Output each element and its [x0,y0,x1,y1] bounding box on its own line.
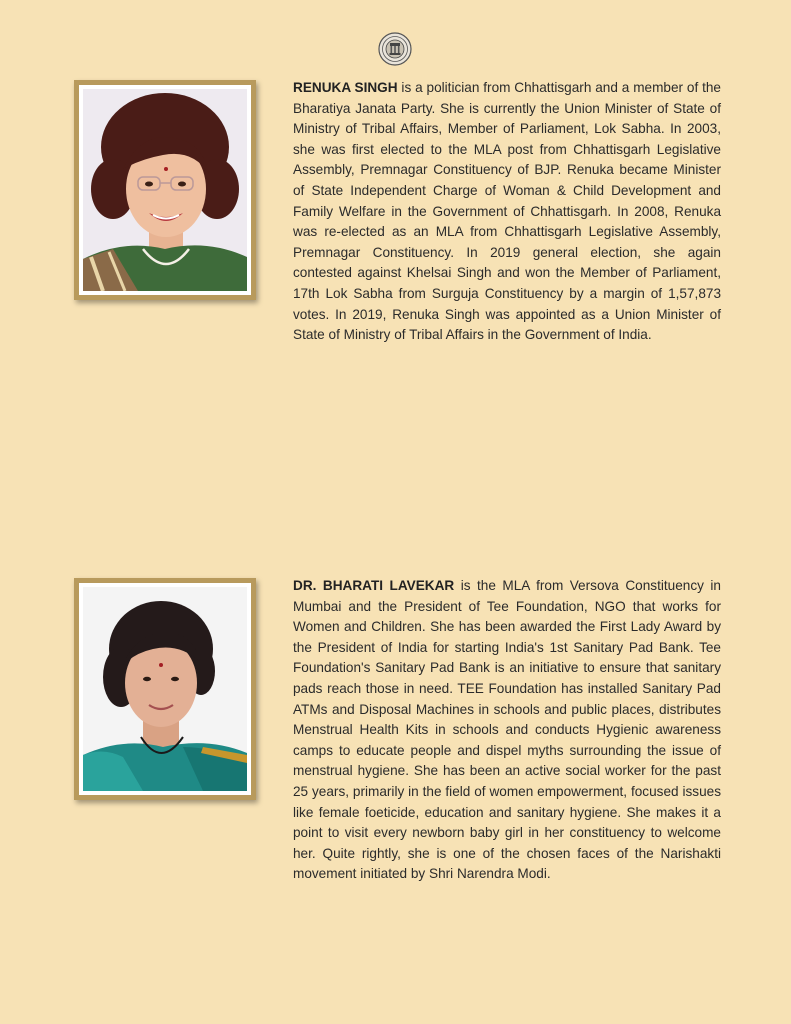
profile-description: is the MLA from Versova Constituency in Mumbai and the President of Tee Foundation, NGO that works for Women and Children. She has been awarded the First Lady Award by the President of India for starting India's 1st Sanitary Pad Bank. Tee Foundation's Sanitary Pad Bank is an initiative to ensure that sanitary pads reach those in need. TEE Foundation has installed Sanitary Pad ATMs and Disposal Machines in schools and public places, distributes Menstrual Health Kits in schools and conducts Hygienic awareness camps to educate people and dispel myths surrounding the issue of menstrual hygiene. She has been an active social worker for the past 25 years, primarily in the field of women empowerment, focused issues like female foeticide, education and sanitary hygiene. She makes it a point to visit every newborn baby girl in her constituency to welcome her. Quite rightly, she is one of the chosen faces of the Narishakti movement initiated by Shri Narendra Modi. [293,578,721,882]
profile-bio-renuka-singh [293,78,721,346]
portrait-image [83,89,247,291]
profile-name: RENUKA SINGH [293,80,398,95]
profile-name: DR. BHARATI LAVEKAR [293,578,455,593]
profile-bio-bharati-lavekar [293,576,721,885]
profile-photo-renuka-singh [74,80,256,300]
portrait-image [83,587,247,791]
profile-photo-bharati-lavekar [74,578,256,800]
emblem-seal-icon [378,32,412,66]
profile-description: is a politician from Chhattisgarh and a member of the Bharatiya Janata Party. She is currently the Union Minister of State of Ministry of Tribal Affairs, Member of Parliament, Lok Sabha. In 2003, she was first elected to the MLA post from Chhattisgarh Legislative Assembly, Premnagar Constituency of BJP. Renuka became Minister of State Independent Charge of Woman & Child Development and Family Welfare in the Government of Chhattisgarh. In 2008, Renuka was re-elected as an MLA from Chhattisgarh Legislative Assembly, Premnagar Constituency. In 2019 general election, she again contested against Khelsai Singh and won the Member of Parliament, 17th Lok Sabha from Surguja Constituency by a margin of 1,57,873 votes. In 2019, Renuka Singh was appointed as a Union Minister of State of Ministry of Tribal Affairs in the Government of India. [293,80,721,343]
